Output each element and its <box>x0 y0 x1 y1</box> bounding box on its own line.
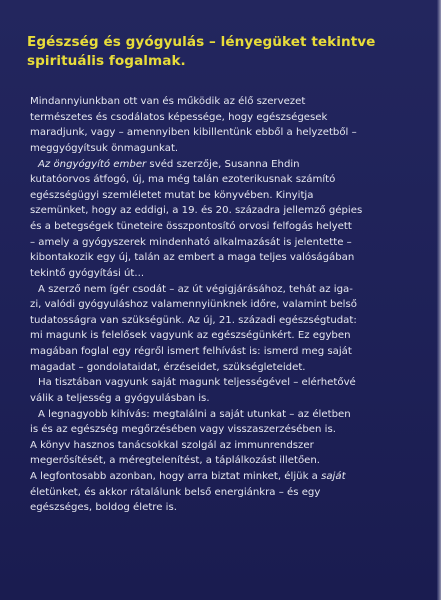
blurb-text <box>30 94 434 516</box>
blurb-line: egészségügyi szemléletet mutat be könyvében. Kinyitja <box>30 189 314 201</box>
book-title-italic: Az öngyógyító ember <box>38 158 147 170</box>
blurb-line: is és az egészség megőrzésében vagy visszaszerzésében is. <box>30 424 336 436</box>
blurb-text-run: svéd szerzője, Susanna Ehdin <box>146 158 300 170</box>
blurb-line: meggyógyítsuk önmagunkat. <box>30 142 179 154</box>
blurb-line: A legnagyobb kihívás: megtalálni a saját utunkat – az életben <box>38 408 351 420</box>
headline-line: Egészség és gyógyulás – lényegüket tekintve <box>27 34 376 50</box>
blurb-line: Mindannyiunkban ott van és működik az élő szervezet <box>30 96 306 107</box>
emphasis-word: saját <box>321 471 346 482</box>
blurb-line: – amely a gyógyszerek mindenható alkalmazását is jelentette – <box>30 236 352 248</box>
blurb-line <box>30 157 434 173</box>
blurb-line: Ha tisztában vagyunk saját magunk teljességével – elérhetővé <box>38 377 356 389</box>
blurb-line: és a betegségek tüneteire összpontosító orvosi felfogás helyett <box>30 221 352 232</box>
blurb-line: kutatóorvos átfogó, új, ma még talán ezoterikusnak számító <box>30 174 336 186</box>
headline-line: spirituális fogalmak. <box>27 53 186 69</box>
blurb-line: mi magunk is felelősek vagyunk az egészségünkért. Ez egyben <box>30 330 351 342</box>
blurb-line: A szerző nem ígér csodát – az út végigjárásához, tehát az iga- <box>38 283 353 295</box>
blurb-line: tekintő gyógyítási út... <box>30 267 145 279</box>
blurb-line: egészséges, boldog életre is. <box>30 502 177 514</box>
blurb-line: kibontakozik egy új, talán az embert a maga teljes valóságában <box>30 252 355 264</box>
blurb-line: természetes és csodálatos képessége, hogy egészségesek <box>30 111 328 123</box>
blurb-line <box>30 469 434 485</box>
blurb-line: A könyv hasznos tanácsokkal szolgál az immunrendszer <box>30 439 314 451</box>
cover-headline <box>27 33 427 71</box>
blurb-line: válik a teljesség a gyógyulásban is. <box>30 392 210 404</box>
blurb-line: megerősítését, a méregtelenítést, a táplálkozást illetően. <box>30 455 321 467</box>
blurb-line: szemünket, hogy az eddigi, a 19. és 20. századra jellemző gépies <box>30 205 363 217</box>
blurb-line: tudatosságra van szükségünk. Az új, 21. századi egészségtudat: <box>30 314 357 326</box>
blurb-text-run: A legfontosabb azonban, hogy arra biztat minket, éljük a <box>30 471 322 482</box>
blurb-line: magában foglal egy régről ismert felhívást is: ismerd meg saját <box>30 346 352 357</box>
blurb-line: zi, valódi gyógyuláshoz valamennyiünknek időre, valamint belső <box>30 299 357 311</box>
blurb-line: magadat – gondolataidat, érzéseidet, szükségleteidet. <box>30 361 306 373</box>
cover-edge <box>437 0 441 600</box>
blurb-line: maradjunk, vagy – amennyiben kibillentünk ebből a helyzetből – <box>30 127 357 139</box>
blurb-line: életünket, és akkor rátalálunk belső energiánkra – és egy <box>30 486 321 498</box>
